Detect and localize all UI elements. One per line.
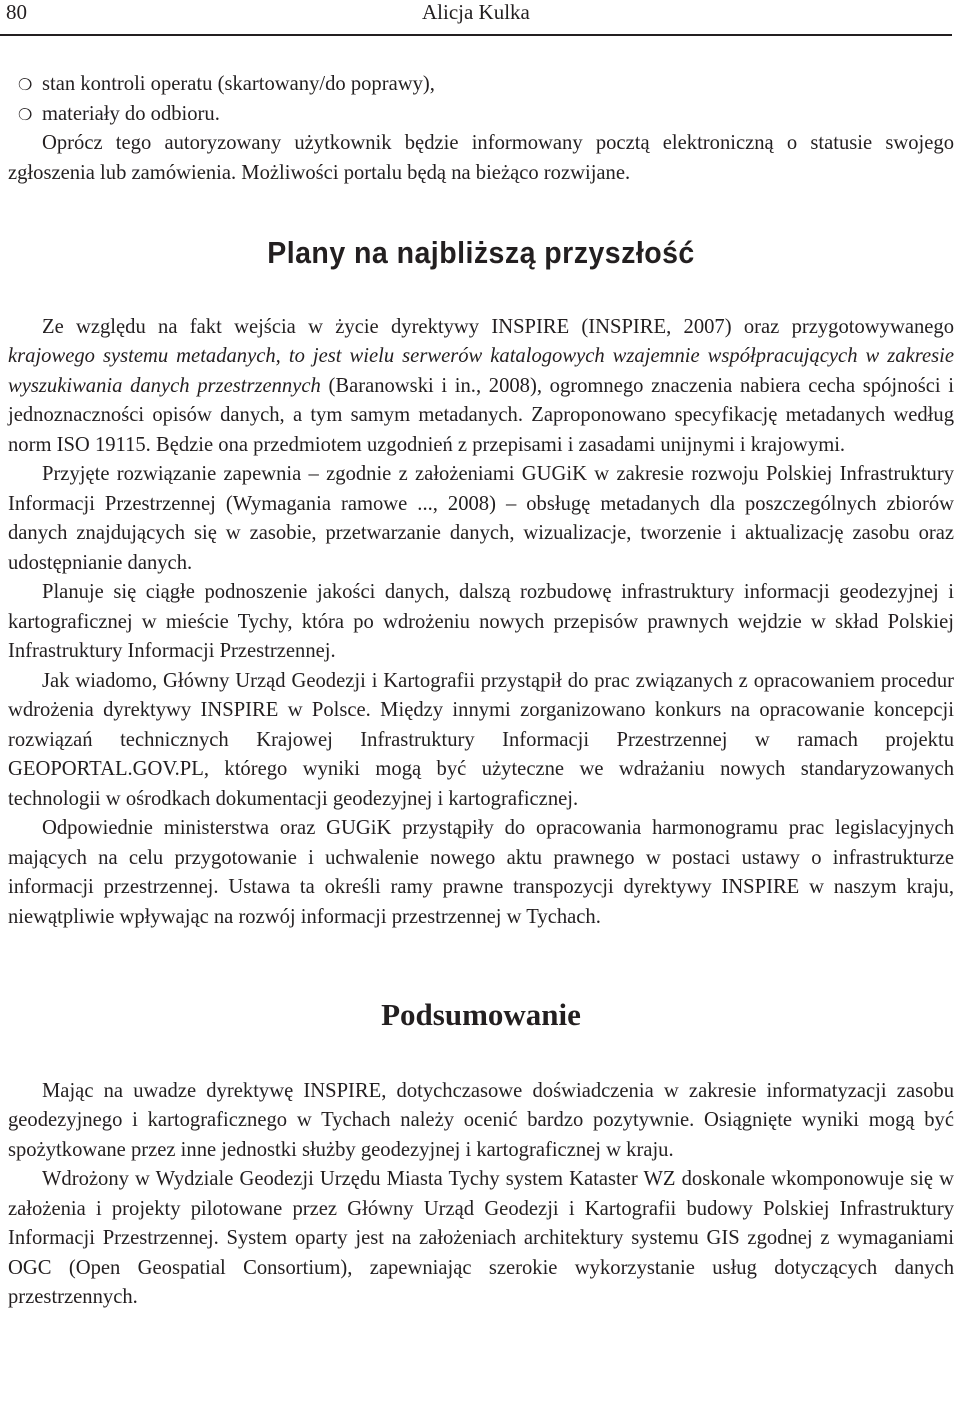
paragraph <box>8 313 954 461</box>
section-heading-summary: Podsumowanie <box>381 997 581 1032</box>
page-number: 80 <box>6 0 27 24</box>
bullet-icon: ❍ <box>18 106 33 124</box>
page-body <box>8 70 954 1313</box>
running-head-author: Alicja Kulka <box>422 0 530 24</box>
paragraph: Przyjęte rozwiązanie zapewnia – zgodnie z założeniami GUGiK w zakresie rozwoju Polskiej Infrastruktury Informacji Przestrzennej (Wymagania ramowe ..., 2008) – obsługę metadanych dla poszczególnych zbiorów danych znajdujących się w zasobie, przetwarzanie danych, wizualizacje, tworzenie i aktualizację zasobu oraz udostępnianie danych. <box>8 463 954 574</box>
list-item <box>8 100 954 130</box>
paragraph-text: (Baranowski i in., 2008), ogromnego znaczenia nabiera cecha spójności i jednoznaczności opisów danych, a tym samym metadanych. Zaproponowano specyfikację metadanych według norm ISO 19115. Będzie ona przedmiotem uzgodnień z przepisami i zasadami unijnymi i krajowymi. <box>8 374 954 456</box>
paragraph: Mając na uwadze dyrektywę INSPIRE, dotychczasowe doświadczenia w zakresie informatyzacji zasobu geodezyjnego i kartograficznego w Tychach należy ocenić bardzo pozytywnie. Osiągnięte wyniki mogą być spożytkowane przez inne jednostki służby geodezyjnej i kartograficznej w kraju. <box>8 1079 954 1161</box>
page-header <box>0 0 952 36</box>
paragraph: Jak wiadomo, Główny Urząd Geodezji i Kartografii przystąpił do prac związanych z opracowaniem procedur wdrożenia dyrektywy INSPIRE w Polsce. Między innymi zorganizowano konkurs na opracowanie koncepcji rozwiązań technicznych Krajowej Infrastruktury Informacji Przestrzennej w ramach projektu GEOPORTAL.GOV.PL, którego wyniki mogą być użyteczne we wdrażaniu nowych standaryzowanych technologii w ośrodkach dokumentacji geodezyjnej i kartograficznej. <box>8 669 954 810</box>
paragraph: Planuje się ciągłe podnoszenie jakości danych, dalszą rozbudowę infrastruktury informacji geodezyjnej i kartograficznej w mieście Tychy, która po wdrożeniu nowych przepisów prawnych wejdzie w skład Polskiej Infrastruktury Informacji Przestrzennej. <box>8 581 954 662</box>
list-item-text: materiały do odbioru. <box>42 102 220 125</box>
paragraph-italic-text: krajowego systemu metadanych, to jest wielu serwerów katalogowych wzajemnie współpracujących w zakresie wyszukiwania danych przestrzennych <box>8 345 954 397</box>
list-item-text: stan kontroli operatu (skartowany/do poprawy), <box>42 73 435 95</box>
section-heading-plans: Plany na najbliższą przyszłość <box>267 235 695 270</box>
paragraph: Odpowiednie ministerstwa oraz GUGiK przystąpiły do opracowania harmonogramu prac legislacyjnych mających na celu przygotowanie i uchwalenie nowego aktu prawnego w postaci ustawy o infrastrukturze informacji przestrzennej. Ustawa ta określi ramy prawne transpozycji dyrektywy INSPIRE w naszym kraju, niewątpliwie wpływając na rozwój informacji przestrzennej w Tychach. <box>8 817 954 928</box>
paragraph-text: Ze względu na fakt wejścia w życie dyrektywy INSPIRE (INSPIRE, 2007) oraz przygotowywanego <box>42 315 954 338</box>
bullet-icon: ❍ <box>18 77 33 94</box>
list-item <box>8 70 954 100</box>
intro-paragraph: Oprócz tego autoryzowany użytkownik będzie informowany pocztą elektroniczną o statusie swojego zgłoszenia lub zamówienia. Możliwości portalu będą na bieżąco rozwijane. <box>8 132 954 184</box>
paragraph: Wdrożony w Wydziale Geodezji Urzędu Miasta Tychy system Kataster WZ doskonale wkomponowuje się w założenia i projekty pilotowane przez Główny Urząd Geodezji i Kartografii budowy Polskiej Infrastruktury Informacji Przestrzennej. System oparty jest na założeniach architektury systemu GIS zgodnej z wymaganiami OGC (Open Geospatial Consortium), zapewniając szerokie wykorzystanie usług dotyczących danych przestrzennych. <box>8 1168 954 1308</box>
